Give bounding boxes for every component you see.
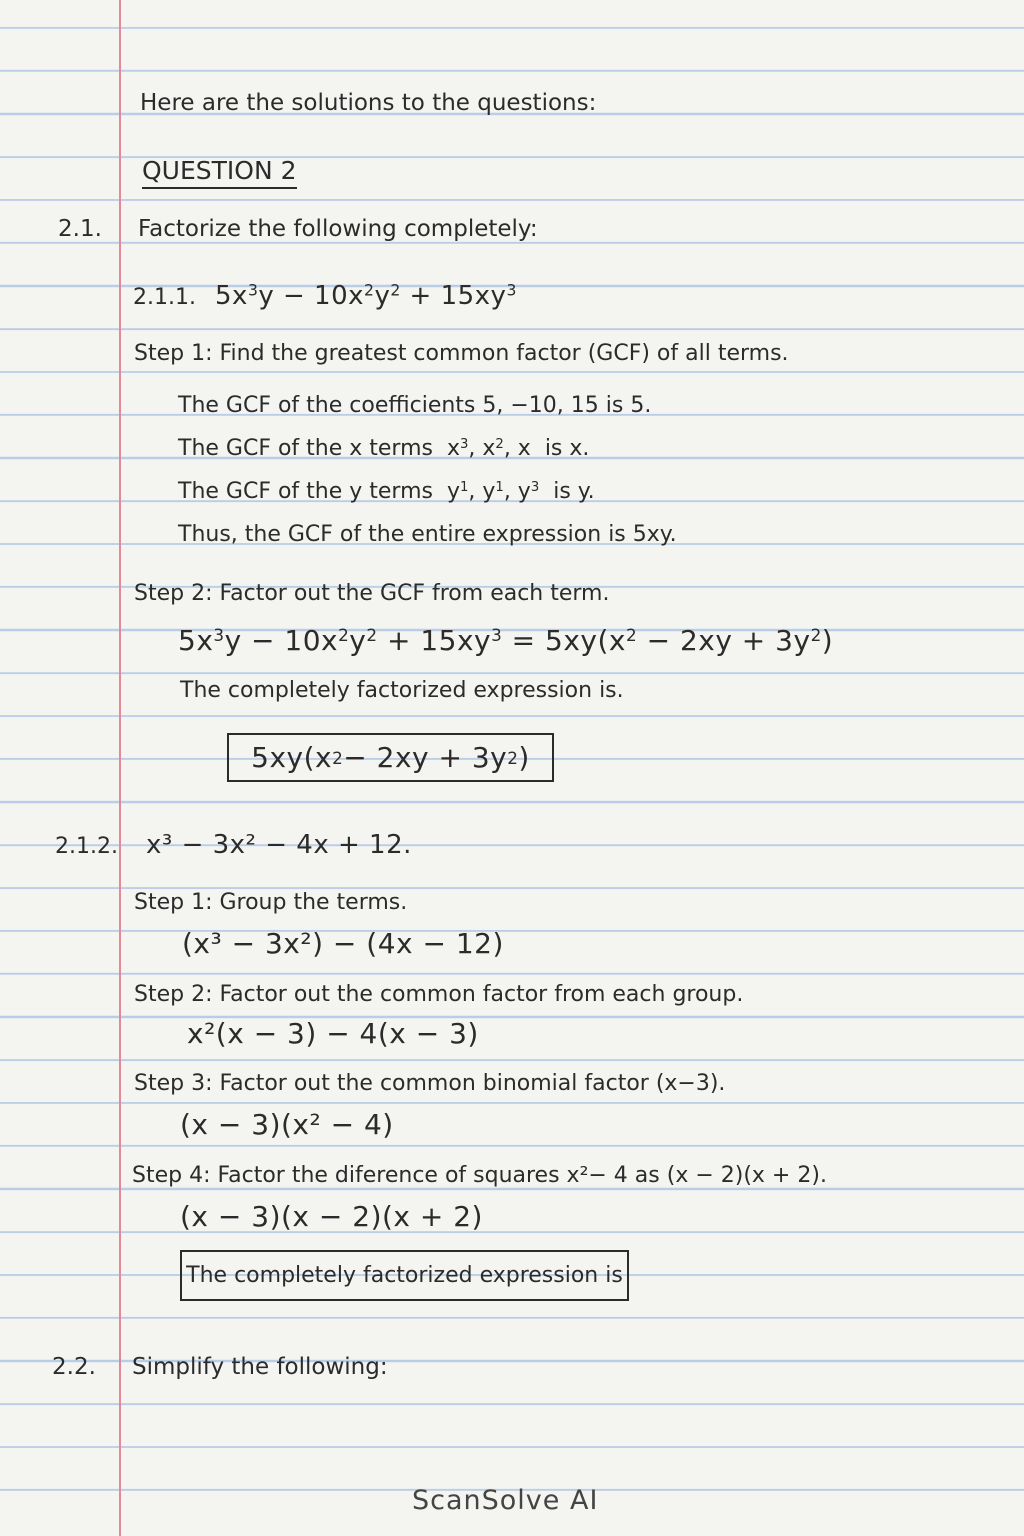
gcf-total: Thus, the GCF of the entire expression is 5xy. [178,522,677,547]
q22-text: Simplify the following: [132,1354,388,1380]
gcf-y-suffix: is y. [553,479,595,504]
q211-factor-equation: $5x^3y - 10x^2y^2 + 15xy^3 = 5xy(x^2 - 2xy + 3y^2)$ [178,624,834,657]
q211-step1: Step 1: Find the greatest common factor (GCF) of all terms. [134,341,789,366]
q212-step2-math: x²(x − 3) − 4(x − 3) [187,1017,479,1050]
page-margin-line [119,0,121,1536]
q212-step1: Step 1: Group the terms. [134,890,408,915]
q212-step3-math: (x − 3)(x² − 4) [180,1108,394,1141]
q21-number: 2.1. [58,216,102,242]
q211-step2: Step 2: Factor out the GCF from each term. [134,581,610,606]
gcf-x-prefix: The GCF of the x terms [178,436,433,461]
q212-step3: Step 3: Factor out the common binomial factor (x−3). [134,1071,726,1096]
q211-result-label: The completely factorized expression is. [180,678,624,703]
intro-text: Here are the solutions to the questions: [140,90,597,116]
q211-expression: $5x^3y - 10x^2y^2 + 15xy^3$ [215,281,517,311]
gcf-y-line [178,481,595,503]
gcf-x-terms: $x^3$, $x^2$, x [440,436,538,461]
q212-expression: x³ − 3x² − 4x + 12. [146,830,412,860]
gcf-y-prefix: The GCF of the y terms [178,479,433,504]
q211-answer-box: 5xy(x 2 − 2xy + 3y 2 ) [227,733,554,782]
gcf-coefficients: The GCF of the coefficients 5, −10, 15 is 5. [178,393,652,418]
q212-step1-math: (x³ − 3x²) − (4x − 12) [182,927,504,960]
q212-number: 2.1.2. [55,834,118,859]
q212-step4-math: (x − 3)(x − 2)(x + 2) [180,1200,483,1233]
q212-step4: Step 4: Factor the diference of squares x²− 4 as (x − 2)(x + 2). [132,1163,827,1188]
q212-step2: Step 2: Factor out the common factor from each group. [134,982,744,1007]
q211-number: 2.1.1. [133,285,196,310]
q21-text: Factorize the following completely: [138,216,538,242]
gcf-x-line [178,438,589,460]
gcf-x-suffix: is x. [544,436,590,461]
gcf-y-terms: $y^1$, $y^1$, $y^3$ [440,479,540,504]
question-heading: QUESTION 2 [142,158,297,189]
q22-number: 2.2. [52,1354,96,1380]
q212-answer-box: The completely factorized expression is [180,1250,629,1301]
footer-brand: ScanSolve AI [412,1485,599,1516]
